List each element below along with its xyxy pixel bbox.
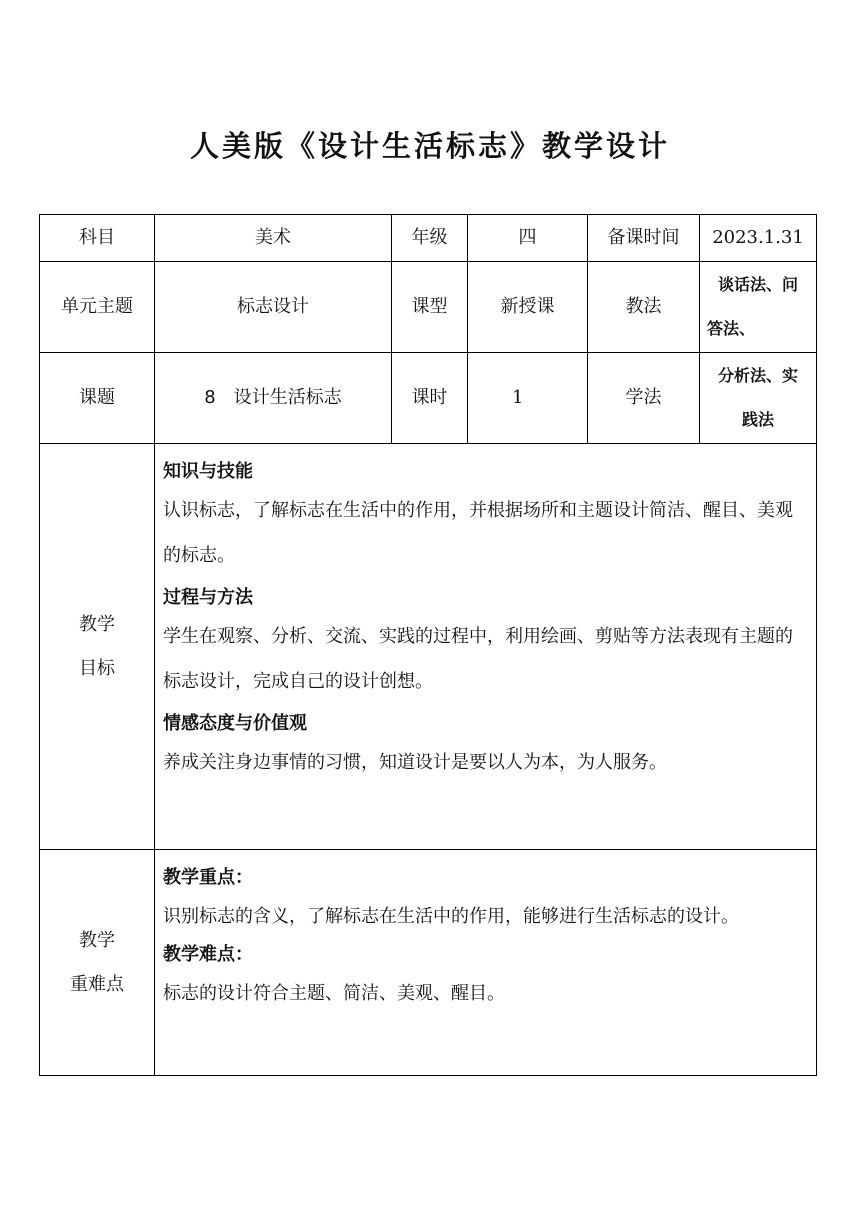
table-row-unit — [40, 262, 817, 353]
unit-label: 单元主题 — [40, 262, 155, 353]
keypoints-para-focus: 识别标志的含义，了解标志在生活中的作用，能够进行生活标志的设计。 — [163, 906, 739, 927]
keypoints-heading-difficulty: 教学难点： — [163, 944, 253, 965]
unit-value: 标志设计 — [155, 262, 392, 353]
table-row-keypoints — [40, 850, 817, 1076]
goals-label-line1: 教学 — [79, 613, 115, 635]
goals-label — [40, 444, 155, 850]
table-row-topic — [40, 353, 817, 444]
keypoints-content — [155, 850, 817, 1076]
table-row-subject — [40, 215, 817, 262]
learn-method-line1: 分析法、实 — [717, 366, 798, 385]
lesson-plan-table — [39, 214, 817, 1076]
keypoints-label — [40, 850, 155, 1076]
teach-method-value — [700, 262, 817, 353]
document-title: 人美版《设计生活标志》教学设计 — [189, 129, 670, 163]
goals-para-attitude: 养成关注身边事情的习惯，知道设计是要以人为本，为人服务。 — [163, 752, 667, 773]
hours-label: 课时 — [392, 353, 468, 444]
goals-heading-knowledge: 知识与技能 — [163, 461, 253, 482]
teach-method-line2: 答法、 — [707, 319, 756, 338]
subject-label: 科目 — [40, 215, 155, 262]
table-row-goals — [40, 444, 817, 850]
keypoints-para-difficulty: 标志的设计符合主题、简洁、美观、醒目。 — [163, 983, 505, 1004]
keypoints-label-line1: 教学 — [79, 929, 115, 951]
type-value: 新授课 — [468, 262, 588, 353]
teach-method-line1: 谈话法、问 — [717, 275, 798, 294]
grade-value: 四 — [468, 215, 588, 262]
learn-method-line2: 践法 — [741, 410, 774, 429]
subject-value: 美术 — [155, 215, 392, 262]
goals-content — [155, 444, 817, 850]
keypoints-label-line2: 重难点 — [70, 973, 124, 995]
learn-method-value — [700, 353, 817, 444]
prep-time-value: 2023.1.31 — [700, 215, 817, 262]
topic-value: 8 设计生活标志 — [155, 353, 392, 444]
type-label: 课型 — [392, 262, 468, 353]
prep-time-label: 备课时间 — [588, 215, 700, 262]
goals-heading-attitude: 情感态度与价值观 — [163, 713, 307, 734]
keypoints-heading-focus: 教学重点： — [163, 867, 253, 888]
grade-label: 年级 — [392, 215, 468, 262]
goals-para-knowledge: 认识标志，了解标志在生活中的作用，并根据场所和主题设计简洁、醒目、美观的标志。 — [163, 500, 793, 566]
goals-label-line2: 目标 — [79, 657, 115, 679]
teach-method-label: 教法 — [588, 262, 700, 353]
goals-para-process: 学生在观察、分析、交流、实践的过程中，利用绘画、剪贴等方法表现有主题的标志设计，完成自己的设计创想。 — [163, 626, 793, 692]
learn-method-label: 学法 — [588, 353, 700, 444]
hours-value: 1 — [468, 353, 588, 444]
goals-heading-process: 过程与方法 — [163, 587, 253, 608]
topic-label: 课题 — [40, 353, 155, 444]
